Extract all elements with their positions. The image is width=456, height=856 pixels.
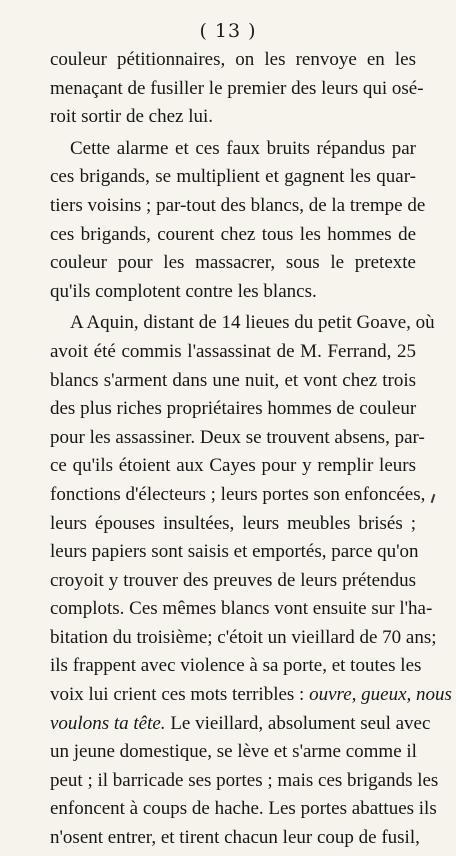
text-line: enfoncent à coups de hache. Les portes abattues ils — [50, 798, 437, 820]
text-line: croyoit y trouver des preuves de leurs prétendus — [50, 569, 416, 591]
text-line: qu'ils complotent contre les blancs. — [50, 280, 317, 302]
text-line: complots. Ces mêmes blancs vont ensuite sur l'ha- — [50, 598, 433, 620]
text-line: ce qu'ils étoient aux Cayes pour y remplir leurs — [50, 455, 416, 477]
text-line: n'osent entrer, et tirent chacun leur coup de fusil, — [50, 827, 420, 849]
text-line: leurs épouses insultées, leurs meubles brisés ; — [50, 512, 416, 534]
paragraph-2 — [50, 135, 426, 307]
text-line: couleur pétitionnaires, on les renvoye en les — [50, 49, 416, 70]
text-line: menaçant de fusiller le premier des leurs qui osé- — [50, 77, 424, 99]
text-line: couleur pour les massacrer, sous le pretexte — [50, 252, 416, 274]
text-line — [50, 710, 431, 739]
text-line — [50, 681, 452, 710]
text-line: fonctions d'électeurs ; leurs portes son enfoncées, — [50, 483, 426, 505]
italic-quote: voulons ta tête. — [50, 712, 166, 734]
text-line: ces brigands, courent chez tous les hommes de — [50, 223, 416, 245]
text-fragment: voix lui crient ces mots terribles : — [50, 684, 310, 706]
text-line: roit sortir de chez lui. — [50, 106, 214, 128]
text-line: tiers voisins ; par-tout des blancs, de la trempe de — [50, 194, 426, 216]
text-line: Cette alarme et ces faux bruits répandus par — [70, 137, 416, 159]
text-line: ces brigands, se multiplient et gagnent les quar- — [50, 166, 416, 188]
italic-quote: ouvre, gueux, nous — [309, 684, 452, 706]
text-line: leurs papiers sont saisis et emportés, parce qu'on — [50, 541, 419, 563]
page-number: ( 13 ) — [199, 20, 257, 42]
text-line: pour les assassiner. Deux se trouvent absens, par- — [50, 426, 425, 448]
text-line: A Aquin, distant de 14 lieues du petit Goave, où — [70, 312, 435, 334]
text-line: des plus riches propriétaires hommes de couleur — [50, 398, 417, 420]
paragraph-1 — [50, 46, 424, 132]
text-line: ils frappent avec violence à sa porte, et toutes les — [50, 655, 422, 677]
page-text — [50, 46, 452, 856]
text-line: un jeune domestique, se lève et s'arme comme il — [50, 741, 417, 763]
text-line: bitation du troisième; c'étoit un vieillard de 70 ans; — [50, 626, 437, 648]
text-line: peut ; il barricade ses portes ; mais ces brigands les — [50, 769, 439, 791]
ink-mark — [431, 494, 436, 503]
text-fragment: Le vieillard, absolument seul avec — [165, 712, 431, 734]
text-line: blancs s'arment dans une nuit, et vont chez trois — [50, 369, 416, 391]
text-line: avoit été commis l'assassinat de M. Ferrand, 25 — [50, 340, 416, 362]
paragraph-3 — [50, 309, 452, 852]
